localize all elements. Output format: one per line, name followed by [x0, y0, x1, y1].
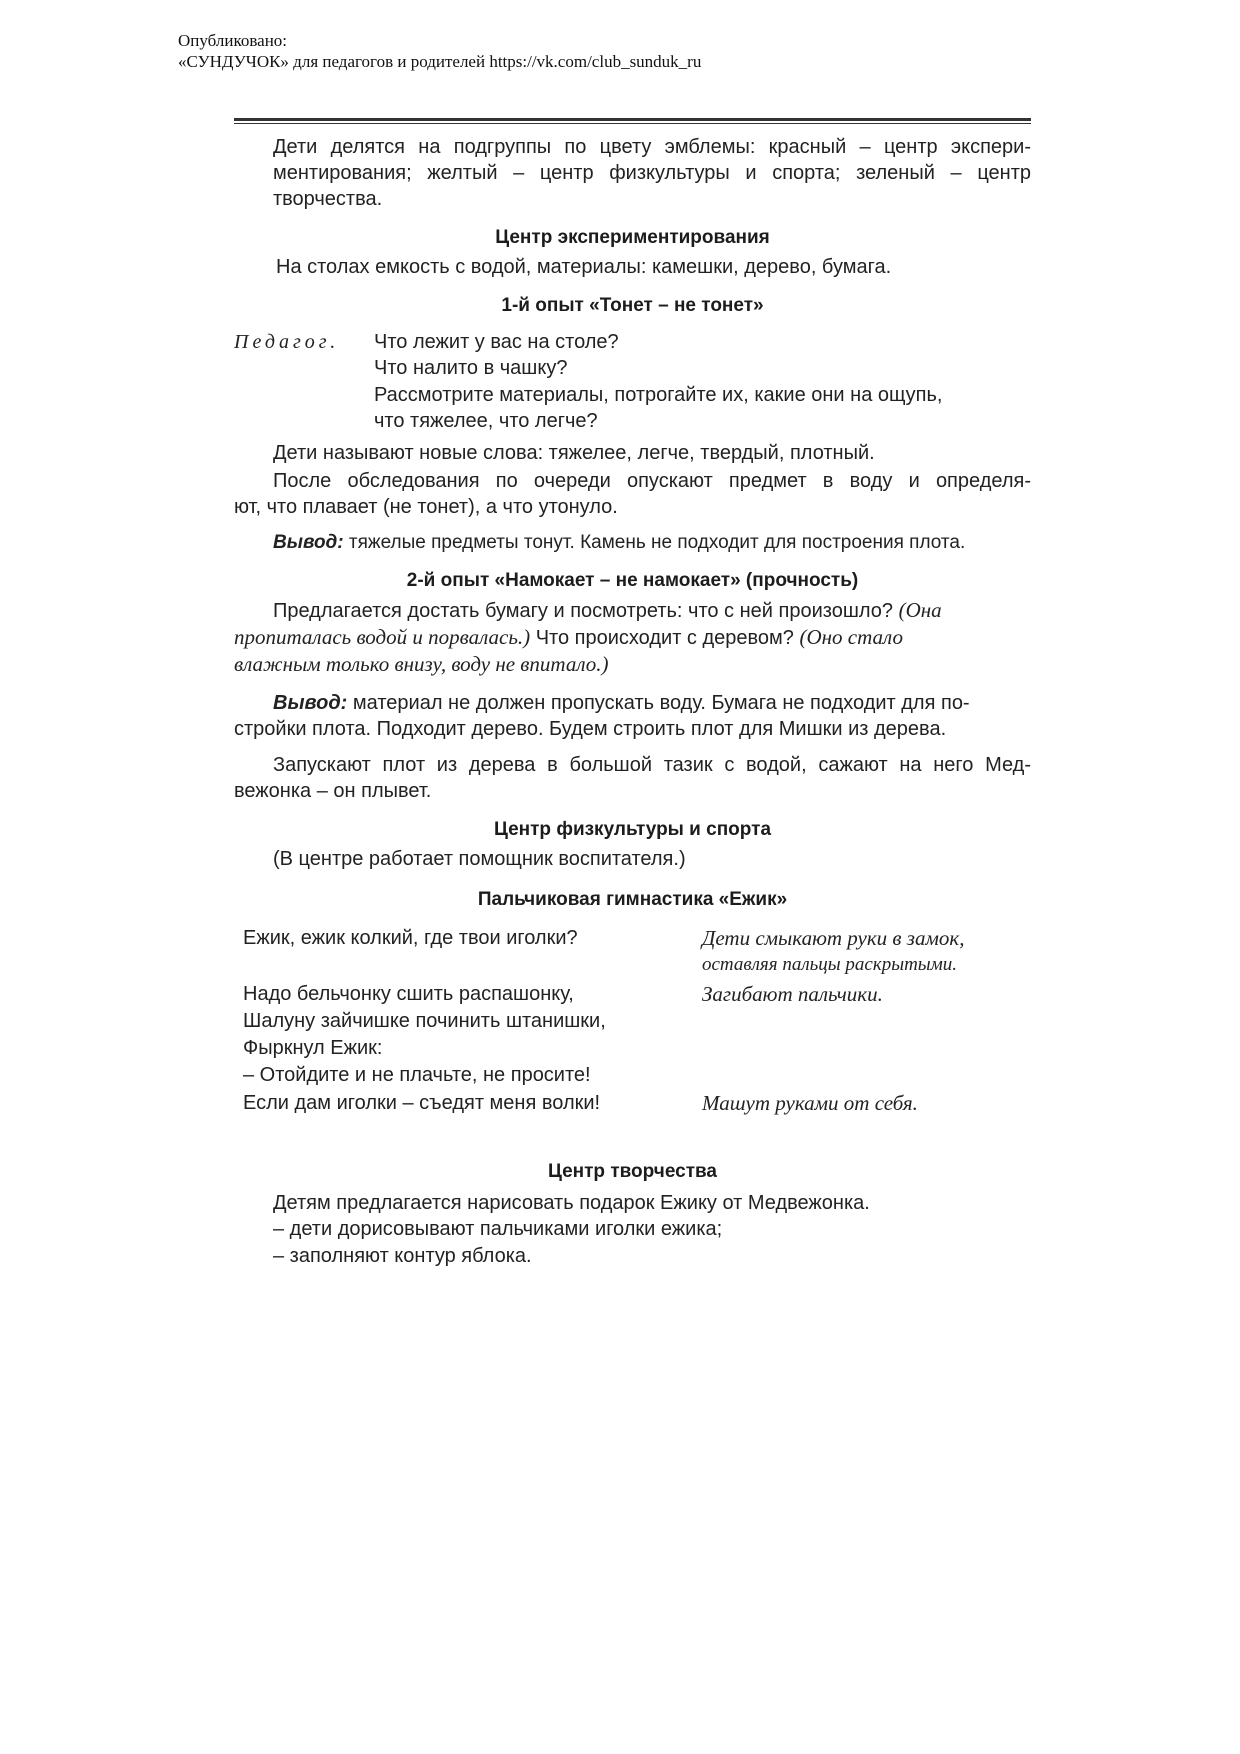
art-center-line-2: – дети дорисовывают пальчиками иголки ежика;: [273, 1218, 723, 1240]
verse-line-2: Надо бельчонку сшить распашонку,: [243, 983, 574, 1005]
exp1-paragraph-2-line-1: После обследования по очереди опускают предмет в воду и определя-: [273, 470, 1031, 492]
action-line-1: Дети смыкают руки в замок,: [702, 926, 965, 950]
conclusion-label-2: Вывод:: [273, 692, 348, 714]
exp1-conclusion-text: тяжелые предметы тонут. Камень не подходит для построения плота.: [343, 532, 966, 553]
experiment-center-line: На столах емкость с водой, материалы: камешки, дерево, бумага.: [276, 256, 892, 278]
art-center-line-3: – заполняют контур яблока.: [273, 1245, 532, 1267]
exp1-paragraph-2-line-2: ют, что плавает (не тонет), а что утонуло.: [234, 496, 618, 518]
teacher-question-1: Что лежит у вас на столе?: [374, 331, 619, 353]
intro-line-2: ментирования; желтый – центр физкультуры и спорта; зеленый – центр: [273, 162, 1031, 184]
top-rule: [234, 118, 1031, 121]
teacher-question-3: Рассмотрите материалы, потрогайте их, какие они на ощупь,: [374, 384, 943, 406]
conclusion-label: Вывод:: [273, 532, 344, 553]
verse-line-5: – Отойдите и не плачьте, не просите!: [243, 1064, 591, 1086]
exp2-conclusion-text: материал не должен пропускать воду. Бумага не подходит для по-: [347, 692, 970, 714]
heading-experiment-center: Центр экспериментирования: [495, 227, 770, 248]
heading-finger-gymnastics: Пальчиковая гимнастика «Ежик»: [477, 889, 788, 910]
exp2-conclusion-line-2: стройки плота. Подходит дерево. Будем строить плот для Мишки из дерева.: [234, 718, 947, 740]
intro-line-3: творчества.: [273, 188, 383, 210]
verse-line-3: Шалуну зайчишке починить штанишки,: [243, 1010, 606, 1032]
action-line-3: Загибают пальчики.: [702, 982, 883, 1006]
publication-header: [178, 30, 701, 72]
heading-sport-center: Центр физкультуры и спорта: [493, 819, 772, 840]
teacher-question-2: Что налито в чашку?: [374, 357, 568, 379]
verse-line-1: Ежик, ежик колкий, где твои иголки?: [243, 927, 578, 949]
intro-line-1: Дети делятся на подгруппы по цвету эмблемы: красный – центр экспери-: [273, 136, 1031, 158]
top-rule-thin: [234, 123, 1031, 124]
published-label: Опубликовано:: [178, 31, 288, 50]
exp1-conclusion: [273, 530, 965, 556]
action-line-4: Машут руками от себя.: [702, 1091, 918, 1115]
exp2-line-3: влажным только внизу, воду не впитало.): [234, 652, 609, 676]
exp2-line-2-text: Что происходит с деревом?: [530, 627, 800, 649]
speaker-teacher: Педагог.: [234, 331, 340, 353]
exp2-conclusion-line-1: [273, 690, 970, 716]
sport-center-line: (В центре работает помощник воспитателя.): [273, 848, 686, 870]
exp2-line-2-italic: пропиталась водой и порвалась.): [234, 625, 531, 649]
exp1-paragraph-1: Дети называют новые слова: тяжелее, легче, твердый, плотный.: [273, 442, 875, 464]
verse-line-6: Если дам иголки – съедят меня волки!: [243, 1092, 601, 1114]
exp2-line-1-text: Предлагается достать бумагу и посмотреть: что с ней произошло?: [273, 600, 899, 622]
exp2-launch-line-2: вежонка – он плывет.: [234, 780, 432, 802]
exp2-line-2: [234, 624, 903, 651]
teacher-question-4: что тяжелее, что легче?: [374, 410, 598, 432]
heading-experiment-2: 2-й опыт «Намокает – не намокает» (прочность): [406, 570, 859, 591]
exp2-line-1: [273, 597, 942, 624]
heading-experiment-1: 1-й опыт «Тонет – не тонет»: [501, 295, 764, 316]
exp2-line-1-italic: (Она: [898, 598, 942, 622]
exp2-launch-line-1: Запускают плот из дерева в большой тазик с водой, сажают на него Мед-: [273, 754, 1031, 776]
verse-line-4: Фыркнул Ежик:: [243, 1037, 383, 1059]
action-line-2: оставляя пальцы раскрытыми.: [702, 954, 958, 975]
heading-art-center: Центр творчества: [547, 1161, 718, 1182]
exp2-line-2-italic-2: (Оно стало: [799, 625, 903, 649]
publisher-line: «СУНДУЧОК» для педагогов и родителей https://vk.com/club_sunduk_ru: [178, 52, 702, 71]
art-center-line-1: Детям предлагается нарисовать подарок Ежику от Медвежонка.: [273, 1192, 870, 1214]
